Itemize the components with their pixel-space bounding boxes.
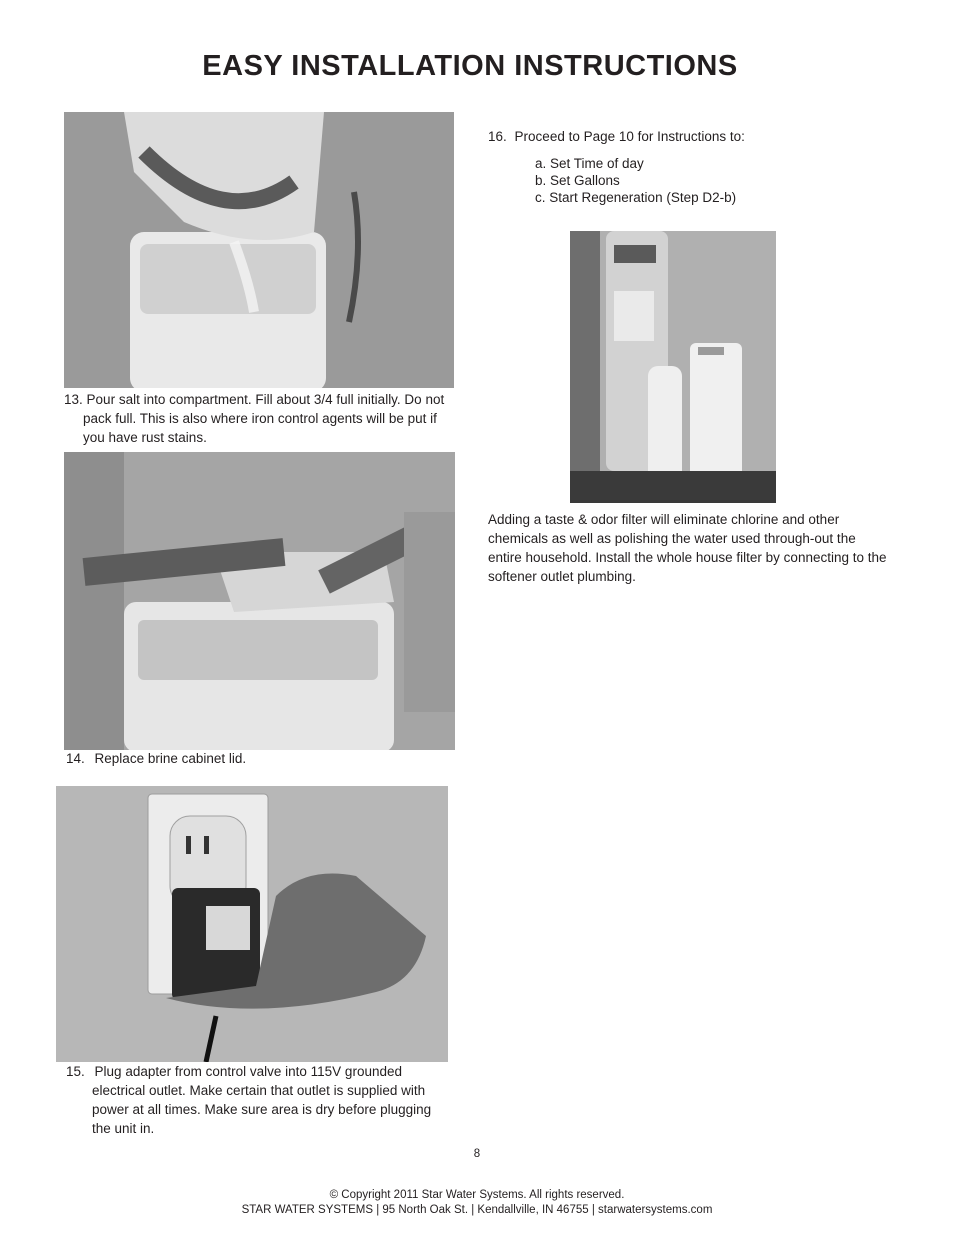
step-16-text: Proceed to Page 10 for Instructions to:: [514, 129, 745, 144]
step-13-number: 13.: [64, 392, 83, 407]
page-number: 8: [473, 1148, 481, 1160]
photo-pour-salt: [64, 112, 454, 388]
step-15-text: Plug adapter from control valve into 115V grounded electrical outlet. Make certain that outlet is supplied with power at all times. Make sure area is dry before plugging the unit in.: [92, 1064, 432, 1136]
company-address: STAR WATER SYSTEMS | 95 North Oak St. | Kendallville, IN 46755 | starwatersystems.com: [241, 1204, 713, 1216]
step-14-number: 14.: [66, 751, 85, 766]
step-13-caption: [64, 390, 454, 447]
step-16: [488, 128, 745, 206]
page-title: EASY INSTALLATION INSTRUCTIONS: [202, 50, 738, 82]
photo-replace-lid: [64, 452, 455, 750]
photo-water-heater-softener: [570, 231, 776, 503]
photo-plug-adapter: [56, 786, 448, 1062]
step-16-item-b: b. Set Gallons: [535, 173, 620, 188]
step-16-item-a: a. Set Time of day: [535, 156, 644, 171]
step-15-caption: [66, 1062, 446, 1138]
step-14-text: Replace brine cabinet lid.: [94, 751, 247, 766]
copyright: © Copyright 2011 Star Water Systems. All rights reserved.: [329, 1189, 625, 1201]
step-13-text: Pour salt into compartment. Fill about 3/4 full initially. Do not pack full. This is also where iron control agents will be put if you have rust stains.: [83, 392, 445, 445]
step-16-list: [535, 155, 745, 206]
step-15-number: 15.: [66, 1064, 85, 1079]
step-16-number: 16.: [488, 129, 507, 144]
step-14-caption: [66, 749, 456, 768]
step-16-item-c: c. Start Regeneration (Step D2-b): [535, 190, 737, 205]
filter-note: Adding a taste & odor filter will eliminate chlorine and other chemicals as well as polishing the water used through-out the entire household. Install the whole house filter by connecting to the softener outlet plumbing.: [488, 512, 887, 584]
